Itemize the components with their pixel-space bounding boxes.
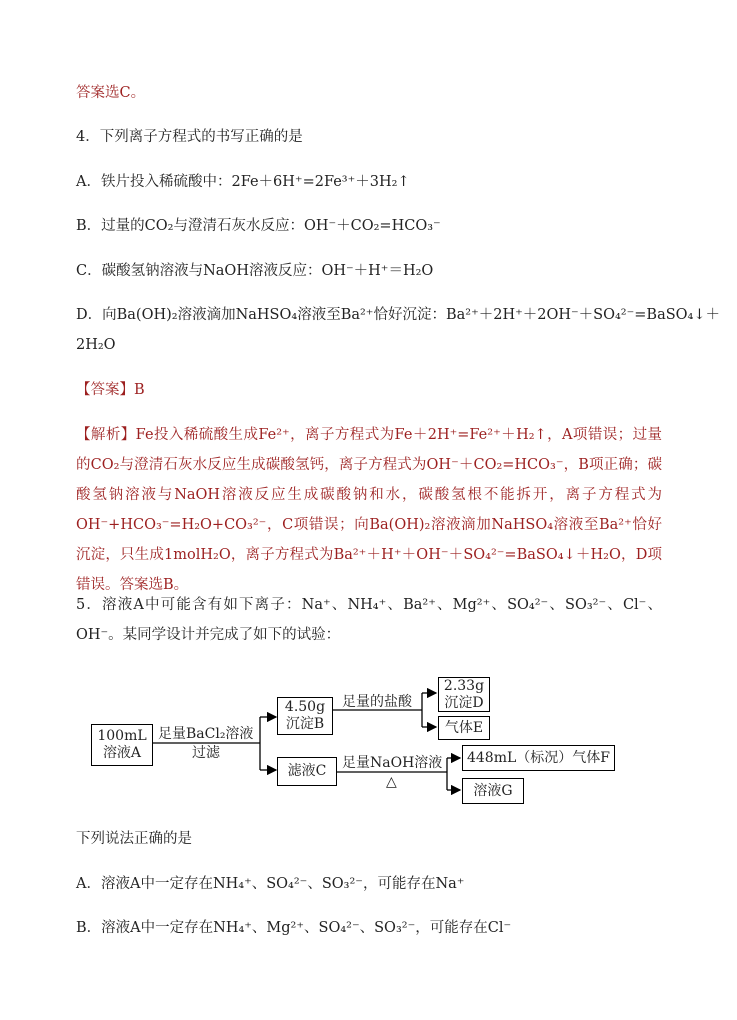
question-4-option-d-line1: D．向Ba(OH)₂溶液滴加NaHSO₄溶液至Ba²⁺恰好沉淀：Ba²⁺＋2H⁺＋2OH⁻＋SO₄²⁻=BaSO₄↓＋ <box>76 307 720 323</box>
gas-f-label: 448mL（标况）气体F <box>466 749 610 766</box>
reagent-bacl2: 足量BaCl₂溶液 <box>158 726 254 742</box>
box-precipitate-b <box>277 697 333 735</box>
precipitate-d-label: 沉淀D <box>444 694 484 711</box>
box-solution-a <box>91 724 153 766</box>
solution-a-volume: 100mL <box>97 728 147 744</box>
previous-answer: 答案选C。 <box>76 85 146 101</box>
process-filter: 过滤 <box>192 745 220 761</box>
question-4-option-d-line2: 2H₂O <box>76 337 116 353</box>
precipitate-d-mass: 2.33g <box>443 677 485 694</box>
question-5-option-a: A．溶液A中一定存在NH₄⁺、SO₄²⁻、SO₃²⁻，可能存在Na⁺ <box>76 876 465 892</box>
gas-e-label: 气体E <box>444 719 484 736</box>
question-5-option-b: B．溶液A中一定存在NH₄⁺、Mg²⁺、SO₄²⁻、SO₃²⁻，可能存在Cl⁻ <box>76 920 512 936</box>
question-5-stem: 5．溶液A中可能含有如下离子：Na⁺、NH₄⁺、Ba²⁺、Mg²⁺、SO₄²⁻、SO₃²⁻、Cl⁻、OH⁻。某同学设计并完成了如下的试验： <box>76 597 662 643</box>
question-4-option-c: C．碳酸氢钠溶液与NaOH溶液反应：OH⁻＋H⁺＝H₂O <box>76 263 434 279</box>
solution-a-label: 溶液A <box>102 745 142 761</box>
solution-g-label: 溶液G <box>473 782 513 799</box>
box-precipitate-d <box>438 677 490 712</box>
heat-symbol: △ <box>386 774 397 790</box>
precipitate-b-mass: 4.50g <box>284 699 326 715</box>
question-4-stem: 4．下列离子方程式的书写正确的是 <box>76 129 303 145</box>
box-solution-g <box>462 778 524 804</box>
box-filtrate-c <box>277 757 337 786</box>
question-4-option-b: B．过量的CO₂与澄清石灰水反应：OH⁻＋CO₂=HCO₃⁻ <box>76 218 441 234</box>
reagent-naoh: 足量NaOH溶液 <box>342 755 443 771</box>
filtrate-c-label: 滤液C <box>287 763 327 779</box>
question-5-prompt: 下列说法正确的是 <box>76 831 192 847</box>
reagent-hcl: 足量的盐酸 <box>342 694 412 710</box>
question-4-answer: 【答案】B <box>76 382 145 398</box>
box-gas-f <box>462 745 615 771</box>
question-4-option-a: A．铁片投入稀硫酸中：2Fe＋6H⁺=2Fe³⁺＋3H₂↑ <box>76 174 410 190</box>
precipitate-b-label: 沉淀B <box>285 716 325 732</box>
box-gas-e <box>438 716 490 740</box>
question-4-analysis: 【解析】Fe投入稀硫酸生成Fe²⁺，离子方程式为Fe＋2H⁺=Fe²⁺＋H₂↑，A项错误；过量的CO₂与澄清石灰水反应生成碳酸氢钙，离子方程式为OH⁻＋CO₂=HCO₃⁻，B项正确；碳酸氢钠溶液与NaOH溶液反应生成碳酸钠和水，碳酸氢根不能拆开，离子方程式为OH⁻+HCO₃⁻=H₂O+CO₃²⁻，C项错误；向Ba(OH)₂溶液滴加NaHSO₄溶液至Ba²⁺恰好沉淀，只生成1molH₂O，离子方程式为Ba²⁺＋H⁺＋OH⁻＋SO₄²⁻=BaSO₄↓＋H₂O，D项错误。答案选B。 <box>76 427 662 593</box>
